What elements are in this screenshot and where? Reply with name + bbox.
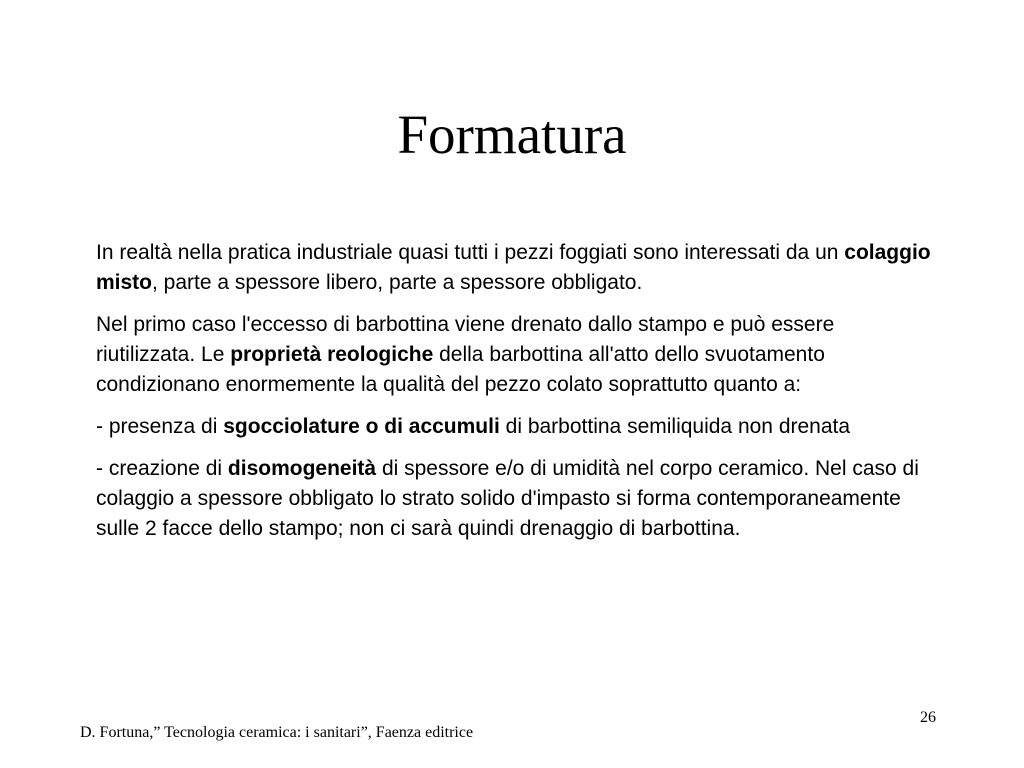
paragraph-1 xyxy=(96,238,936,298)
paragraph-4-bold-term: disomogeneità xyxy=(227,457,377,480)
paragraph-3 xyxy=(96,412,936,442)
footer-citation: D. Fortuna,” Tecnologia ceramica: i sanitari”, Faenza editrice xyxy=(80,724,474,741)
paragraph-3-bold-term: sgocciolature o di accumuli xyxy=(223,415,500,438)
paragraph-4 xyxy=(96,454,936,544)
paragraph-3-text-2: di barbottina semiliquida non drenata xyxy=(499,415,851,438)
paragraph-2-text-2: della barbottina all'atto dello svuotamento condizionano enormemente la qualità del pezzo colato soprattutto quanto a: xyxy=(96,343,825,396)
paragraph-3-text-1: - presenza di xyxy=(96,415,224,438)
paragraph-2-text-1: Nel primo caso l'eccesso di barbottina viene drenato dallo stampo e può essere riutilizzata. Le xyxy=(96,313,835,366)
slide-body xyxy=(96,238,936,556)
paragraph-1-text-2: , parte a spessore libero, parte a spessore obbligato. xyxy=(152,271,643,294)
paragraph-4-text-2: di spessore e/o di umidità nel corpo ceramico. Nel caso di colaggio a spessore obbligato lo strato solido d'impasto si forma contemporaneamente sulle 2 facce dello stampo; non ci sarà quindi drenaggio di barbottina. xyxy=(96,457,919,540)
slide-title: Formatura xyxy=(397,104,627,165)
paragraph-4-text-1: - creazione di xyxy=(96,457,228,480)
paragraph-1-text-1: In realtà nella pratica industriale quasi tutti i pezzi foggiati sono interessati da un xyxy=(96,241,845,264)
paragraph-2 xyxy=(96,310,936,400)
paragraph-1-bold-term: colaggio misto xyxy=(96,241,931,294)
paragraph-2-bold-term: proprietà reologiche xyxy=(230,343,434,366)
page-number: 26 xyxy=(920,709,936,726)
